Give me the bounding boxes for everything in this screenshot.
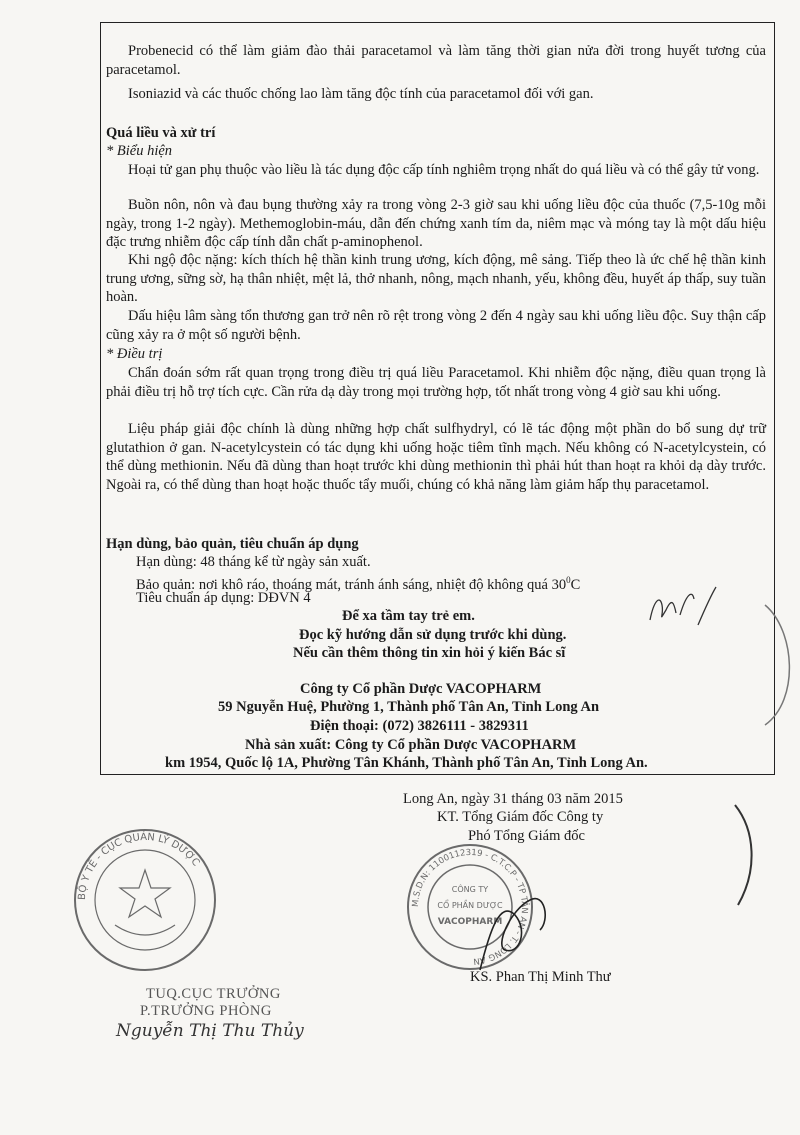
manufacturer: Nhà sản xuất: Công ty Cổ phần Dược VACOPHARM [245, 737, 577, 753]
svg-text:CÔNG TY: CÔNG TY [451, 885, 489, 894]
warning-read-instructions: Đọc kỹ hướng dẫn sử dụng trước khi dùng. [299, 627, 567, 643]
storage-heading: Hạn dùng, bảo quản, tiêu chuẩn áp dụng [106, 536, 359, 552]
interaction-isoniazid: Isoniazid và các thuốc chống lao làm tăng độc tính của paracetamol đối với gan. [128, 86, 594, 102]
warning-ask-doctor: Nếu cần thêm thông tin xin hỏi ý kiến Bác sĩ [293, 645, 566, 661]
edge-mark [730, 800, 760, 910]
signer-name: KS. Phan Thị Minh Thư [470, 969, 611, 985]
treatment-heading: * Điều trị [106, 346, 163, 362]
factory-address: km 1954, Quốc lộ 1A, Phường Tân Khánh, Thành phố Tân An, Tỉnh Long An. [165, 755, 648, 771]
applied-standard: Tiêu chuẩn áp dụng: DĐVN 4 [136, 590, 311, 606]
shelf-life: Hạn dùng: 48 tháng kể từ ngày sản xuất. [136, 554, 371, 570]
svg-text:VACOPHARM: VACOPHARM [437, 917, 503, 927]
storage-conditions: Bảo quản: nơi khô ráo, thoáng mát, tránh ánh sáng, nhiệt độ không quá $30^0C$ [136, 575, 581, 593]
authority-name: Nguyễn Thị Thu Thủy [116, 1021, 304, 1041]
symptom-paragraph: Dấu hiệu lâm sàng tổn thương gan trở nên rõ rệt trong vòng 2 đến 4 ngày sau khi uống liều độc. Suy thận cấp cũng xảy ra ở một số người bệnh. [106, 308, 766, 343]
sign-date: Long An, ngày 31 tháng 03 năm 2015 [403, 791, 623, 807]
authority-line-1: TUQ.CỤC TRƯỞNG [146, 986, 281, 1002]
treatment-paragraph: Chẩn đoán sớm rất quan trọng trong điều trị quá liều Paracetamol. Khi nhiễm độc nặng, điều quan trọng là phải điều trị hỗ trợ tích cực. Cần rửa dạ dày trong mọi trường hợp, tốt nhất trong vòng 4 giờ sau khi uống. [106, 365, 766, 400]
symptom-paragraph: Khi ngộ độc nặng: kích thích hệ thần kinh trung ương, kích động, mê sảng. Tiếp theo là ức chế hệ thần kinh trung ương, sững sờ, hạ thân nhiệt, mệt lả, thở nhanh, nông, mạch nhanh, yếu, không đều, huyết áp thấp, suy tuần hoàn. [106, 252, 766, 306]
svg-text:CỔ PHẦN DƯỢC: CỔ PHẦN DƯỢC [437, 901, 503, 910]
treatment-paragraph: Liệu pháp giải độc chính là dùng những hợp chất sulfhydryl, có lẽ tác động một phần do bổ sung dự trữ glutathion ở gan. N-acetylcystein có tác dụng khi uống hoặc tiêm tĩnh mạch. Nếu không có N-acetylcystein, có thể dùng methionin. Nếu đã dùng than hoạt trước khi dùng methionin thì phải hút than hoạt ra khỏi dạ dày trước. Ngoài ra, có thể dùng than hoạt hoặc thuốc tẩy muối, chúng có khả năng làm giảm hấp thụ paracetamol. [106, 421, 766, 493]
company-address: 59 Nguyễn Huệ, Phường 1, Thành phố Tân An, Tỉnh Long An [218, 699, 600, 715]
edge-seal-fragment [760, 600, 800, 730]
symptom-paragraph: Hoại tử gan phụ thuộc vào liều là tác dụng độc cấp tính nghiêm trọng nhất do quá liều và có thể gây tử vong. [128, 162, 760, 178]
symptom-paragraph: Buồn nôn, nôn và đau bụng thường xảy ra trong vòng 2-3 giờ sau khi uống liều độc của thuốc (7,5-10g mỗi ngày, trong 1-2 ngày). Methemoglobin-máu, dẫn đến chứng xanh tím da, niêm mạc và móng tay là một dấu hiệu đặc trưng nhiễm độc cấp tính dẫn chất p-aminophenol. [106, 197, 766, 251]
initials-signature [640, 575, 720, 635]
sign-role-2: Phó Tổng Giám đốc [468, 828, 585, 844]
sign-role-1: KT. Tổng Giám đốc Công ty [437, 809, 604, 825]
svg-text:M.S.D.N: 1100112319 - C.T.C.P: M.S.D.N: 1100112319 - C.T.C.P - TP TÂN AN - T. LONG AN [410, 847, 530, 966]
authority-line-2: P.TRƯỞNG PHÒNG [140, 1003, 272, 1019]
company-signature [460, 870, 570, 980]
company-name: Công ty Cổ phần Dược VACOPHARM [300, 681, 542, 697]
warning-children: Để xa tầm tay trẻ em. [342, 608, 475, 624]
company-phone: Điện thoại: (072) 3826111 - 3829311 [310, 718, 529, 734]
authority-seal [70, 825, 220, 975]
svg-text:BỘ Y TẾ - CỤC QUẢN LÝ DƯỢC: BỘ Y TẾ - CỤC QUẢN LÝ DƯỢC [76, 831, 202, 901]
symptoms-heading: * Biểu hiện [106, 143, 173, 159]
overdose-heading: Quá liều và xử trí [106, 125, 216, 141]
interaction-probenecid: Probenecid có thể làm giảm đào thải paracetamol và làm tăng thời gian nửa đời trong huyết tương của paracetamol. [106, 43, 766, 78]
